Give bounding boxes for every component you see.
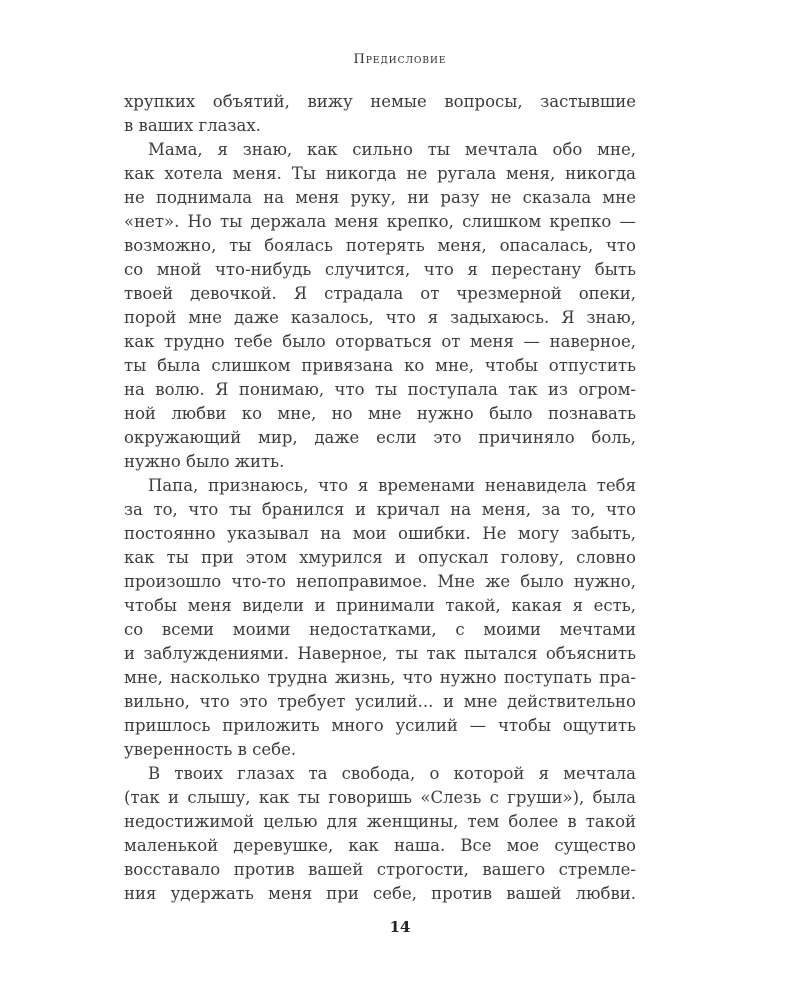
text-line: чтобы меня видели и принимали такой, какая я есть,	[124, 596, 636, 615]
paragraph-first-line: В твоих глазах та свобода, о которой я мечтала	[148, 764, 636, 783]
text-line: «нет». Но ты держала меня крепко, слишком крепко —	[124, 212, 636, 231]
text-line: произошло что-то непоправимое. Мне же было нужно,	[124, 572, 636, 591]
text-line: со всеми моими недостатками, с моими мечтами	[124, 620, 636, 639]
text-line: на волю. Я понимаю, что ты поступала так из огром-	[124, 380, 636, 399]
text-line: и заблуждениями. Наверное, ты так пытался объяснить	[124, 644, 636, 663]
text-line: ты была слишком привязана ко мне, чтобы отпустить	[124, 356, 636, 375]
text-line: твоей девочкой. Я страдала от чрезмерной опеки,	[124, 284, 636, 303]
text-line: постоянно указывал на мои ошибки. Не могу забыть,	[124, 524, 636, 543]
text-line: уверенность в себе.	[124, 740, 297, 759]
text-line: пришлось приложить много усилий — чтобы ощутить	[124, 716, 636, 735]
text-line: возможно, ты боялась потерять меня, опасалась, что	[124, 236, 636, 255]
text-line: мне, насколько трудна жизнь, что нужно поступать пра-	[124, 668, 636, 687]
text-line: ния удержать меня при себе, против вашей любви.	[124, 884, 636, 903]
text-line: в ваших глазах.	[124, 116, 261, 135]
text-line: за то, что ты бранился и кричал на меня, за то, что	[124, 500, 636, 519]
text-line: как хотела меня. Ты никогда не ругала меня, никогда	[124, 164, 636, 183]
text-line: как ты при этом хмурился и опускал голову, словно	[124, 548, 636, 567]
paragraph-first-line: Мама, я знаю, как сильно ты мечтала обо мне,	[148, 140, 636, 159]
page-number: 14	[389, 918, 411, 936]
text-line: порой мне даже казалось, что я задыхаюсь. Я знаю,	[124, 308, 636, 327]
text-line: восставало против вашей строгости, вашего стремле-	[124, 860, 636, 879]
body-text	[124, 90, 636, 906]
text-line: ной любви ко мне, но мне нужно было познавать	[124, 404, 636, 423]
text-line: маленькой деревушке, как наша. Все мое существо	[124, 836, 636, 855]
running-header-title: Предисловие	[353, 52, 447, 67]
text-line: нужно было жить.	[124, 452, 285, 471]
text-line: вильно, что это требует усилий... и мне действительно	[124, 692, 636, 711]
text-line: окружающий мир, даже если это причиняло боль,	[124, 428, 636, 447]
paragraph-first-line: Папа, признаюсь, что я временами ненавидела тебя	[148, 476, 636, 495]
text-line: недостижимой целью для женщины, тем более в такой	[124, 812, 636, 831]
text-line: как трудно тебе было оторваться от меня — наверное,	[124, 332, 636, 351]
text-line: со мной что-нибудь случится, что я перестану быть	[124, 260, 636, 279]
text-line: хрупких объятий, вижу немые вопросы, застывшие	[124, 92, 636, 111]
text-line: не поднимала на меня руку, ни разу не сказала мне	[124, 188, 636, 207]
text-line: (так и слышу, как ты говоришь «Слезь с груши»), была	[124, 788, 636, 807]
